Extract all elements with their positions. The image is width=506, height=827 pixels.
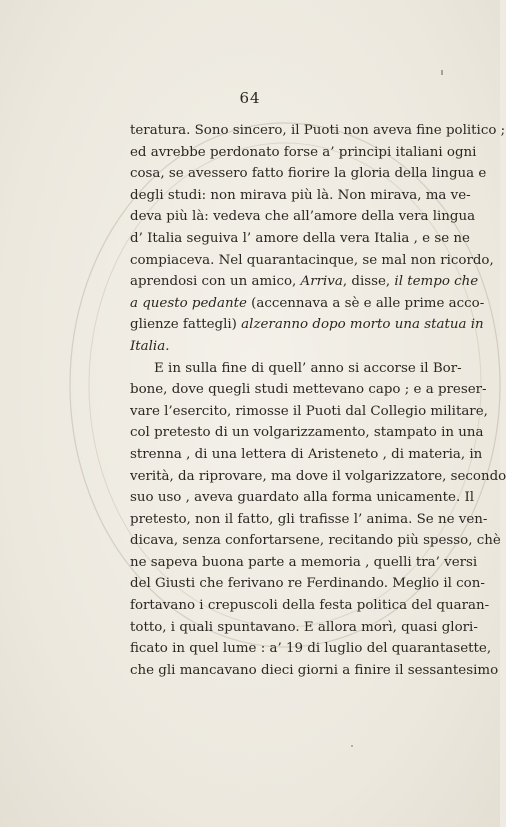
text-run: col pretesto di un volgarizzamento, stampato in una [130,425,484,441]
body-text [130,120,506,681]
text-run: strenna , di una lettera di Aristeneto , di materia, in [130,446,483,462]
text-run: vare l’esercito, rimosse il Puoti dal Collegio militare, [130,403,488,419]
text-run: bone, dove quegli studi mettevano capo ; e a preser- [130,382,487,398]
print-mark [441,70,443,75]
text-run: suo uso , aveva guardato alla forma unicamente. Il [130,490,475,506]
text-line [130,120,506,142]
text-run: d’ Italia seguiva l’ amore della vera Italia , e se ne [130,230,470,246]
text-line [130,163,487,185]
text-run: cosa, se avessero fatto fiorire la gloria della lingua e [130,166,487,182]
text-run: E in sulla fine di quell’ anno si accorse il Bor- [154,360,462,376]
print-speck [351,745,353,747]
text-run: totto, i quali spuntavano. E allora morì, quasi glori- [130,619,478,635]
text-line [130,401,488,423]
text-run: dicava, senza confortarsene, recitando più spesso, chè [130,533,501,549]
text-run: deva più là: vedeva che all’amore della vera lingua [130,209,476,225]
text-run: (accennava a sè e alle prime acco- [246,295,485,311]
text-line [130,530,501,552]
text-line [130,466,506,488]
text-run: ne sapeva buona parte a memoria , quelli tra’ versi [130,554,478,570]
text-line [130,185,471,207]
text-run: che gli mancavano dieci giorni a finire il sessantesimo [130,662,499,678]
text-run: verità, da riprovare, ma dove il volgarizzatore, secondo [130,468,506,484]
italic-text: Arriva [300,274,343,290]
text-line [130,142,477,164]
italic-text: Italia. [130,338,170,354]
italic-text: alzeranno dopo morto una statua in [241,317,484,333]
text-line [130,271,479,293]
text-run: aprendosi con un amico, [130,274,301,290]
text-run: pretesto, non il fatto, gli trafisse l’ anima. Se ne ven- [130,511,488,527]
text-run: degli studi: non mirava più là. Non mirava, ma ve- [130,187,471,203]
text-line [130,444,483,466]
text-line [130,379,487,401]
text-line [130,228,470,250]
text-line [130,509,488,531]
text-line [130,487,475,509]
text-line [130,293,485,315]
text-line [130,638,492,660]
text-run: del Giusti che ferivano re Ferdinando. Meglio il con- [130,576,485,592]
text-run: glienze fattegli) [130,317,242,333]
text-line [130,422,484,444]
text-line [130,552,478,574]
text-run: , disse, [342,274,395,290]
page-number: 64 [239,89,261,107]
text-line [130,660,499,682]
text-run: ficato in quel lume : a’ 19 di luglio del quarantasette, [130,641,492,657]
italic-text: a questo pedante [130,295,247,311]
text-run: fortavano i crepuscoli della festa politica del quaran- [130,598,490,614]
text-line [130,206,476,228]
text-run: ed avrebbe perdonato forse a’ principi italiani ogni [130,144,477,160]
text-line [130,358,462,380]
text-line [130,595,490,617]
text-line [130,314,484,336]
text-run: compiaceva. Nel quarantacinque, se mal non ricordo, [130,252,494,268]
italic-text: il tempo che [394,274,479,290]
text-run: teratura. Sono sincero, il Puoti non aveva fine politico ; [130,123,506,138]
text-line [130,573,485,595]
text-line [130,250,494,272]
text-line [130,336,445,358]
text-line [130,617,478,639]
